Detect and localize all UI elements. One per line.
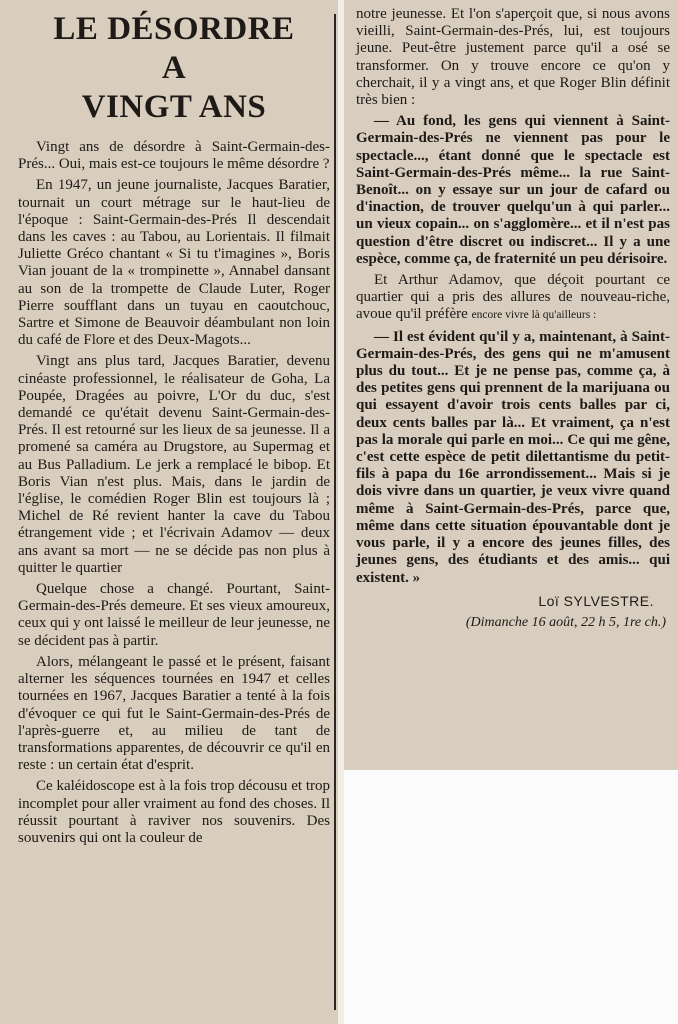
headline-line-2: A [161, 50, 187, 86]
blank-paper-area [344, 770, 678, 1024]
quote-adamov: — Il est évident qu'il y a, maintenant, à Saint-Germain-des-Prés, des gens qui ne m'amusent plus du tout... Et je ne pense pas, comme ça, à des petites gens qui prennent de la marijuana ou qui essayent d'avoir trois cents balles par ci, deux cents balles par là... Et vraiment, ça n'est pas la morale qui parle en moi... Ce qui me gêne, c'est cette espèce de petit dilettantisme du petit-fils à papa du 16e arrondissement... Mais si je dois vivre dans un quartier, je veux vivre quand même à Saint-Germain-des-Prés, parce que, même dans cette situation épouvantable dont je vous parle, il y a encore des jeunes filles, des jeunes gens, des étudiants et des amis... qui existent. » [356, 328, 670, 586]
paragraph-youth: notre jeunesse. Et l'on s'aperçoit que, si nous avons vieilli, Saint-Germain-des-Prés, lui, est toujours jeune. Peut-être justement parce qu'il a osé se transformer. On y trouve encore ce qu'on y cherchait, il y a vingt ans, et que Roger Blin définit très bien : [356, 6, 670, 109]
paragraph-kaleidoscope: Ce kaléidoscope est à la fois trop décousu et trop incomplet pour aller vraiment au fond des choses. Il réussit pourtant à raviver nos souvenirs. Des souvenirs qui ont la couleur de [18, 778, 330, 846]
quote-roger-blin: — Au fond, les gens qui viennent à Saint-Germain-des-Prés ne viennent pas pour le spectacle..., étant donné que le spectacle est Saint-Germain-des-Prés même... la rue Saint-Benoît... on y essaye sur un jour de cafard ou d'inaction, de trouver quelqu'un à qui parler... un vieux copain... on s'agglomère... et il n'est pas question d'être discret ou indiscret... Il y a une espèce, comme ça, de fraternité un peu dérisoire. [356, 113, 670, 267]
left-column [0, 0, 338, 1024]
paragraph-1947: En 1947, un jeune journaliste, Jacques Baratier, tournait un court métrage sur le haut-lieu de l'époque : Saint-Germain-des-Prés Il descendait dans les caves : au Tabou, au Lorientais. Il filmait Juliette Gréco chantant « Si tu t'imagines », Boris Vian jouant de la « trompinette », Annabel dansant au son de la trompette de Claude Luter, Roger Pierre soufflant dans un tuyau en caoutchouc, Sartre et Simone de Beauvoir déambulant non loin du café de Flore et des Deux-Magots... [18, 177, 330, 349]
author-signature: Loï SYLVESTRE. [538, 592, 654, 609]
paragraph-twenty-years-later: Vingt ans plus tard, Jacques Baratier, devenu cinéaste professionnel, le réalisateur de Goha, La Poupée, Dragées au poivre, L'Or du duc, s'est demandé ce qu'était devenu Saint-Germain-des-Prés. Il est retourné sur les lieux de sa jeunesse. Il a promené sa caméra au Drugstore, au Supermag et au Bus Palladium. Le jerk a remplacé le bibop. Et Boris Vian n'est plus. Mais, dans le jardin de l'église, le comédien Roger Blin est toujours là ; Michel de Ré revient hanter la cave du Tabou étrangement vide ; et l'écrivain Adamov — deux ans avant sa mort — ne se décide pas non plus à quitter le quartier [18, 353, 330, 576]
paragraph-mixing-past-present: Alors, mélangeant le passé et le présent, faisant alterner les séquences tournées en 1947 et celles tournées en 1967, Jacques Baratier a tenté à la fois d'évoquer ce qui fut le Saint-Germain-des-Prés de l'après-guerre et, au milieu de tant de transformations apparentes, de découvrir ce qu'il en reste : un certain état d'esprit. [18, 653, 330, 774]
column-rule [334, 14, 336, 1010]
paragraph-intro: Vingt ans de désordre à Saint-Germain-des-Prés... Oui, mais est-ce toujours le même désordre ? [18, 139, 330, 173]
paragraph-adamov-small: encore vivre là qu'ailleurs : [471, 309, 597, 322]
headline-line-1: LE DÉSORDRE [53, 11, 295, 47]
paragraph-adamov-text: Et Arthur Adamov, que déçoit pourtant ce quartier qui a pris des allures de nouveau-riche, avoue qu'il préfère [356, 272, 670, 323]
paragraph-something-changed: Quelque chose a changé. Pourtant, Saint-Germain-des-Prés demeure. Et ses vieux amoureux, ceux qui y ont laissé le meilleur de leur jeunesse, ne se décident pas à partir. [18, 581, 330, 649]
broadcast-info: (Dimanche 16 août, 22 h 5, 1re ch.) [465, 614, 666, 630]
headline-line-3: VINGT ANS [81, 89, 267, 125]
right-column [344, 0, 678, 770]
headline [18, 10, 330, 127]
paragraph-adamov [356, 272, 670, 325]
